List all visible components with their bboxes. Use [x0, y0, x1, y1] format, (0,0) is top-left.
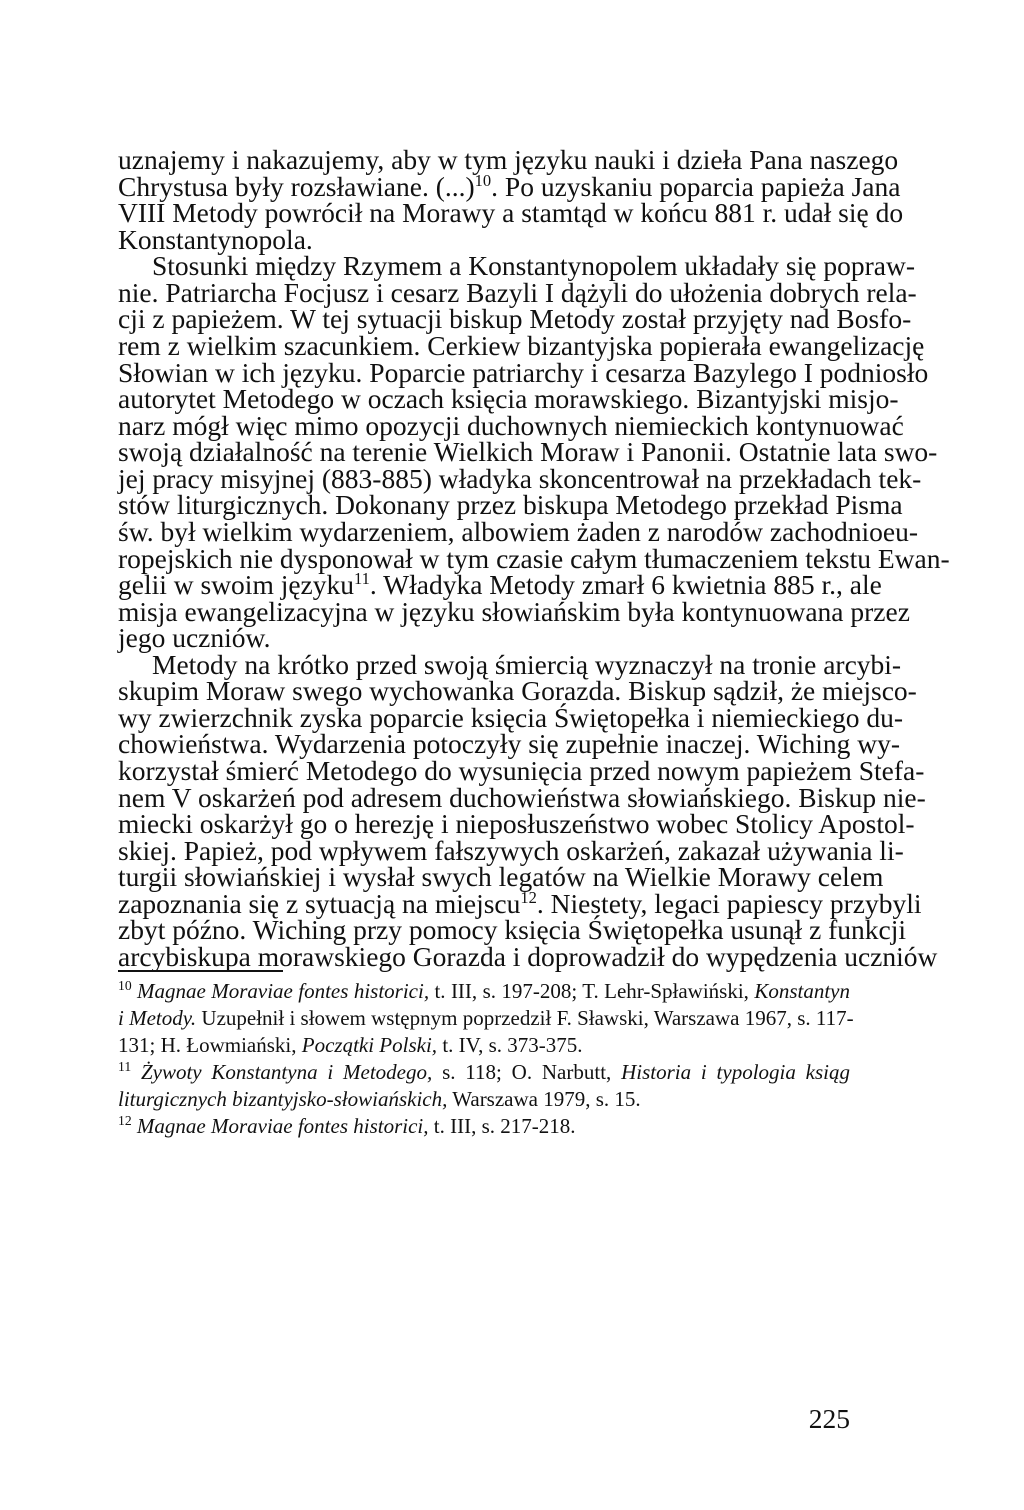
- text-line: Słowian w ich języku. Poparcie patriarchy i cesarza Bazylego I podniosło: [118, 357, 929, 388]
- text-line: VIII Metody powrócił na Morawy a stamtąd w końcu 881 r. udał się do: [118, 197, 904, 228]
- text-line: turgii słowiańskiej i wysłał swych legatów na Wielkie Morawy celem: [118, 861, 884, 892]
- text-line: arcybiskupa morawskiego Gorazda i doprowadził do wypędzenia uczniów: [118, 941, 938, 972]
- text-line: wy zwierzchnik zyska poparcie księcia Świętopełka i niemieckiego du-: [118, 702, 903, 733]
- footnote-11-line-1: $^{11}$ Żywoty Konstantyna i Metodego, s. 118; O. Narbutt, Historia i typologia ksiąg: [118, 1059, 851, 1084]
- text-line: misja ewangelizacyjna w języku słowiańskim była kontynuowana przez: [118, 596, 910, 627]
- text-line: autorytet Metodego w oczach księcia morawskiego. Bizantyjski misjo-: [118, 383, 899, 414]
- text-line: stów liturgicznych. Dokonany przez biskupa Metodego przekład Pisma: [118, 489, 903, 520]
- text-line: skiej. Papież, pod wpływem fałszywych oskarżeń, zakazał używania li-: [118, 835, 904, 866]
- text-segment: gelii w swoim języku: [118, 569, 355, 600]
- text-line: rem z wielkim szacunkiem. Cerkiew bizantyjska popierała ewangelizację: [118, 330, 925, 361]
- text-line: Metody na krótko przed swoją śmiercią wyznaczył na tronie arcybi-: [152, 649, 902, 680]
- text-line: swoją działalność na terenie Wielkich Moraw i Panonii. Ostatnie lata swo-: [118, 436, 938, 467]
- text-segment: . Władyka Metody zmarł 6 kwietnia 885 r., ale: [369, 569, 882, 600]
- text-segment: Chrystusa były rozsławiane. (...): [118, 171, 475, 202]
- text-line: uznajemy i nakazujemy, aby w tym języku nauki i dzieła Pana naszego: [118, 144, 899, 175]
- page-number: 225: [808, 1403, 850, 1434]
- footnote-separator: [118, 970, 283, 972]
- text-line: chowieństwa. Wydarzenia potoczyły się zupełnie inaczej. Wiching wy-: [118, 728, 900, 759]
- text-line: ropejskich nie dysponował w tym czasie całym tłumaczeniem tekstu Ewan-: [118, 543, 950, 574]
- text-line: nem V oskarżeń pod adresem duchowieństwa słowiańskiego. Biskup nie-: [118, 782, 926, 813]
- text-line: nie. Patriarcha Focjusz i cesarz Bazyli I dążyli do ułożenia dobrych rela-: [118, 277, 917, 308]
- text-line: narz mógł więc mimo opozycji duchownych niemieckich kontynuować: [118, 410, 904, 441]
- footnote-10-number: 10: [118, 978, 132, 993]
- text-line: Konstantynopola.: [118, 224, 313, 255]
- footnote-10-line-1: $^{10}$ Magnae Moraviae fontes historici, t. III, s. 197-208; T. Lehr-Spławiński, Konstantyn: [118, 978, 850, 1003]
- footnote-reference: 11: [354, 568, 370, 588]
- text-line: korzystał śmierć Metodego do wysunięcia przed nowym papieżem Stefa-: [118, 755, 925, 786]
- text-line: skupim Moraw swego wychowanka Gorazda. Biskup sądził, że miejsco-: [118, 675, 917, 706]
- footnote-11-line-2: liturgicznych bizantyjsko-słowiańskich, Warszawa 1979, s. 15.: [118, 1087, 641, 1111]
- text-segment: . Niestety, legaci papiescy przybyli: [536, 888, 922, 919]
- text-line: zbyt późno. Wiching przy pomocy księcia Świętopełka usunął z funkcji: [118, 914, 907, 945]
- text-segment: . Po uzyskaniu poparcia papieża Jana: [491, 171, 901, 202]
- footnote-10-line-3: 131; H. Łowmiański, Początki Polski, t. IV, s. 373-375.: [118, 1033, 583, 1057]
- text-line: miecki oskarżył go o herezję i nieposłuszeństwo wobec Stolicy Apostol-: [118, 808, 915, 839]
- text-segment: zapoznania się z sytuacją na miejscu: [118, 888, 521, 919]
- text-line: jego uczniów.: [118, 622, 271, 653]
- text-line: cji z papieżem. W tej sytuacji biskup Metody został przyjęty nad Bosfo-: [118, 303, 912, 334]
- text-line: Stosunki między Rzymem a Konstantynopolem układały się popraw-: [152, 250, 915, 281]
- footnote-10-line-2: i Metody. Uzupełnił i słowem wstępnym poprzedził F. Sławski, Warszawa 1967, s. 117-: [118, 1006, 854, 1030]
- text-line: św. był wielkim wydarzeniem, albowiem żaden z narodów zachodnioeu-: [118, 516, 919, 547]
- footnote-12-number: 12: [118, 1113, 132, 1128]
- footnote-reference: 10: [474, 170, 492, 190]
- footnote-12-line-1: $^{12}$ Magnae Moraviae fontes historici, t. III, s. 217-218.: [118, 1113, 576, 1138]
- text-line: jej pracy misyjnej (883-885) władyka skoncentrował na przekładach tek-: [118, 463, 922, 494]
- footnote-reference: 12: [520, 887, 537, 907]
- footnote-11-number: 11: [118, 1059, 132, 1074]
